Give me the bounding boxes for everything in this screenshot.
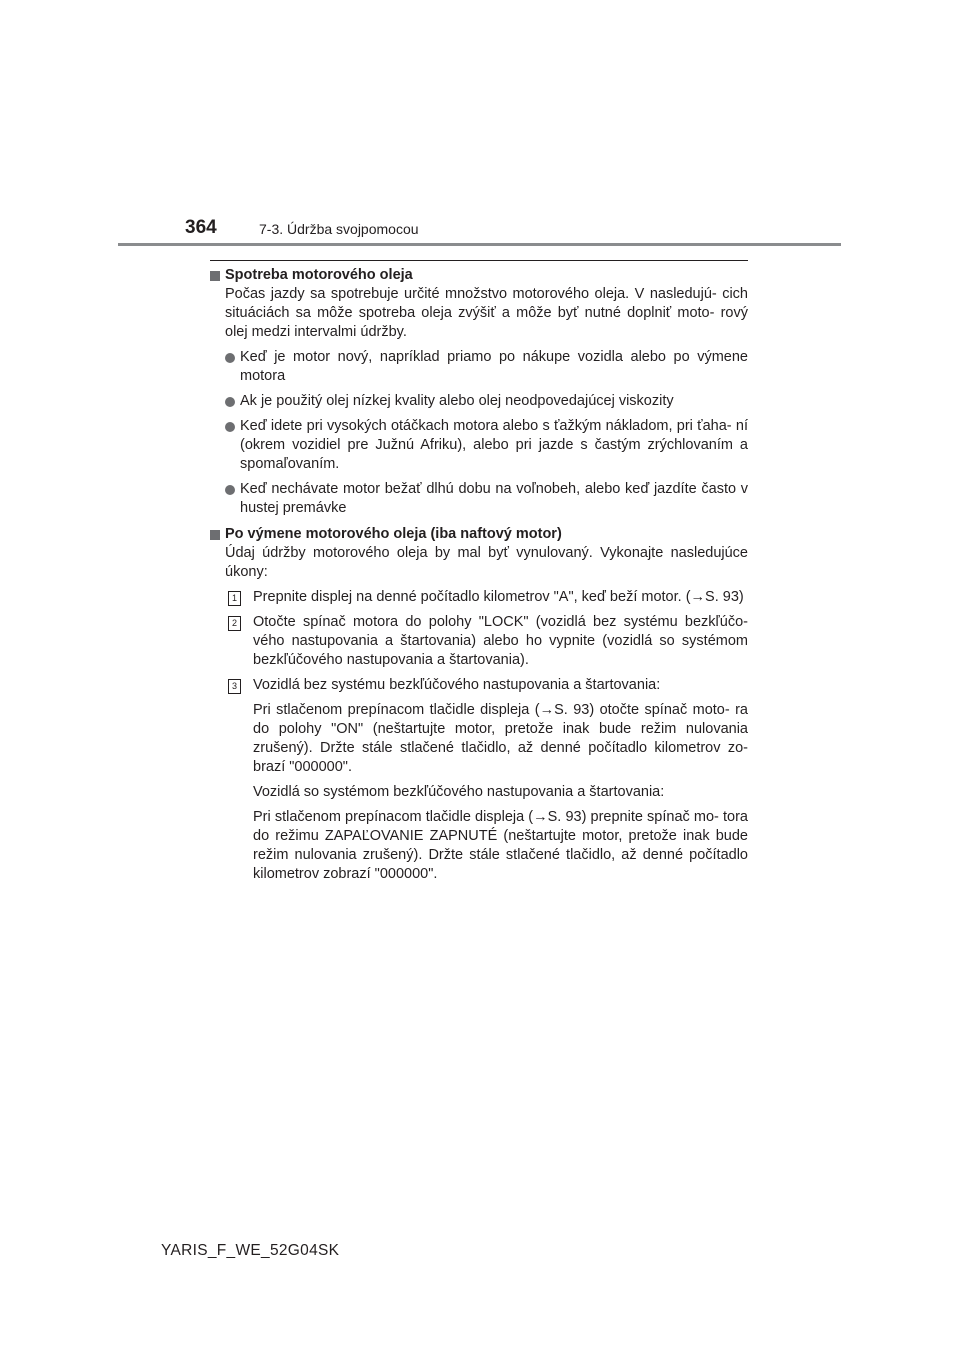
- step-number-badge: 3: [228, 679, 241, 694]
- list-item-text: Keď idete pri vysokých otáčkach motora alebo s ťažkým nákladom, pri ťaha- ní (okrem vozidiel pre Južnú Afriku), alebo pri jazde s častým zrýchlovaním a spomaľovaním.: [240, 418, 748, 472]
- round-bullet-icon: [225, 397, 235, 407]
- list-item-text: Keď je motor nový, napríklad priamo po nákupe vozidla alebo po výmene motora: [240, 349, 748, 384]
- list-item-text: Ak je použitý olej nízkej kvality alebo olej neodpovedajúcej viskozity: [240, 393, 674, 409]
- page-content: [210, 264, 748, 884]
- round-bullet-icon: [225, 485, 235, 495]
- section-heading: [210, 525, 748, 544]
- footer-code: YARIS_F_WE_52G04SK: [161, 1242, 340, 1259]
- step-sub-paragraph: Pri stlačenom prepínacom tlačidle displeja (→S. 93) prepnite spínač mo- tora do režimu ZAPAĽOVANIE ZAPNUTÉ (neštartujte motor, pretože inak bude režim nulovania zrušený). Držte stále stlačené tlačidlo, až denné počítadlo kilometrov zobrazí "000000".: [253, 809, 748, 882]
- list-item: [210, 392, 748, 411]
- round-bullet-icon: [225, 422, 235, 432]
- step-text: Otočte spínač motora do polohy "LOCK" (vozidlá bez systému bezkľúčo- vého nastupovania a štartovania) alebo ho vypnite (vozidlá so systémom bezkľúčového nastupovania a štartovania).: [253, 614, 748, 668]
- page-number: 364: [185, 217, 217, 238]
- round-bullet-icon: [225, 353, 235, 363]
- step-sub-paragraph: Vozidlá so systémom bezkľúčového nastupovania a štartovania:: [253, 784, 665, 800]
- step-item: [210, 676, 748, 695]
- section-heading: [210, 266, 748, 285]
- step-text: Prepnite displej na denné počítadlo kilometrov "A", keď beží motor. (→S. 93): [253, 589, 744, 605]
- header-rule: [118, 243, 841, 246]
- list-item: [210, 480, 748, 518]
- list-item: [210, 348, 748, 386]
- step-number-badge: 2: [228, 616, 241, 631]
- step-text: Vozidlá bez systému bezkľúčového nastupovania a štartovania:: [253, 677, 661, 693]
- step-item: [210, 613, 748, 670]
- square-bullet-icon: [210, 271, 220, 281]
- step-number-badge: 1: [228, 591, 241, 606]
- content-rule: [210, 260, 748, 261]
- paragraph: Počas jazdy sa spotrebuje určité množstvo motorového oleja. V nasledujú- cich situáciách sa môže spotreba oleja zvýšiť a môže byť nutné doplniť moto- rový olej medzi intervalmi údržby.: [225, 286, 748, 340]
- section-heading-text: Spotreba motorového oleja: [225, 267, 413, 283]
- square-bullet-icon: [210, 530, 220, 540]
- list-item: [210, 417, 748, 474]
- section-heading-text: Po výmene motorového oleja (iba naftový motor): [225, 526, 562, 542]
- step-item: [210, 588, 748, 607]
- step-sub-paragraph: Pri stlačenom prepínacom tlačidle displeja (→S. 93) otočte spínač moto- ra do polohy "ON" (neštartujte motor, pretože inak bude režim nulovania zrušený). Držte stále stlačené tlačidlo, až denné počítadlo kilometrov zo- brazí "000000".: [253, 702, 748, 775]
- paragraph: Údaj údržby motorového oleja by mal byť vynulovaný. Vykonajte nasledujúce úkony:: [225, 545, 748, 580]
- section-title: 7-3. Údržba svojpomocou: [259, 221, 419, 237]
- list-item-text: Keď nechávate motor bežať dlhú dobu na voľnobeh, alebo keď jazdíte často v hustej premávke: [240, 481, 748, 516]
